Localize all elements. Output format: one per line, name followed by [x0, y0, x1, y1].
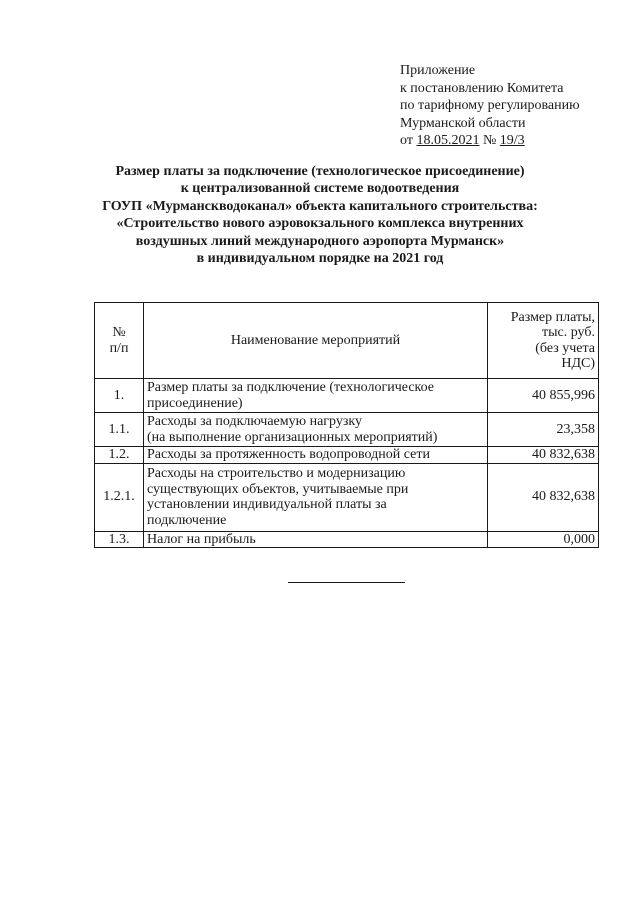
- appendix-line: Мурманской области: [400, 115, 526, 131]
- appendix-number: 19/3: [499, 133, 525, 148]
- row-name: [144, 463, 488, 531]
- row-name: [144, 379, 488, 413]
- appendix-block: [400, 62, 630, 150]
- appendix-prefix: от: [400, 133, 413, 148]
- row-num: 1.1.: [95, 413, 144, 447]
- row-value: 0,000: [488, 531, 599, 548]
- header-value: [488, 303, 599, 379]
- end-separator-line: [288, 582, 405, 583]
- row-name-line: подключение: [147, 512, 227, 528]
- row-name: [144, 413, 488, 447]
- header-name: Наименование мероприятий: [144, 303, 488, 379]
- row-num: 1.2.1.: [95, 463, 144, 531]
- header-value-line: (без учета: [535, 340, 595, 356]
- row-name: Налог на прибыль: [144, 531, 488, 548]
- fee-table: [94, 302, 599, 548]
- appendix-date-line: [400, 132, 630, 150]
- row-value: 40 855,996: [488, 379, 599, 413]
- header-value-line: Размер платы,: [510, 309, 595, 325]
- title-line: «Строительство нового аэровокзального комплекса внутренних: [116, 216, 524, 232]
- appendix-date: 18.05.2021: [416, 133, 480, 148]
- header-num-line: №: [112, 325, 126, 340]
- table-row: [95, 463, 599, 531]
- appendix-line: к постановлению Комитета: [400, 80, 564, 96]
- appendix-line: Приложение: [400, 63, 476, 78]
- header-value-line: тыс. руб.: [542, 325, 595, 340]
- table-row: [95, 447, 599, 464]
- row-num: 1.3.: [95, 531, 144, 548]
- row-name: Расходы за протяженность водопроводной сети: [144, 447, 488, 464]
- row-value: 40 832,638: [488, 447, 599, 464]
- row-num: 1.: [95, 379, 144, 413]
- table-row: [95, 379, 599, 413]
- table-row: [95, 531, 599, 548]
- row-value: 23,358: [488, 413, 599, 447]
- title-line: к централизованной системе водоотведения: [180, 181, 460, 197]
- row-name-line: (на выполнение организационных мероприятий): [147, 429, 438, 445]
- title-line: в индивидуальном порядке на 2021 год: [196, 251, 444, 267]
- title-line: воздушных линий международного аэропорта Мурманск»: [135, 233, 505, 249]
- table-header-row: [95, 303, 599, 379]
- appendix-number-sign: №: [482, 133, 497, 148]
- row-name-line: установлении индивидуальной платы за: [147, 497, 387, 512]
- document-title: [40, 163, 600, 267]
- table-row: [95, 413, 599, 447]
- row-name-line: Расходы на строительство и модернизацию: [147, 466, 406, 481]
- title-line: Размер платы за подключение (технологическое присоединение): [115, 164, 525, 179]
- header-num: [95, 303, 144, 379]
- row-name-line: Расходы за подключаемую нагрузку: [147, 414, 362, 429]
- header-num-line: п/п: [109, 340, 129, 356]
- header-value-line: НДС): [561, 356, 595, 371]
- appendix-line: по тарифному регулированию: [400, 98, 580, 113]
- title-line: ГОУП «Мурманскводоканал» объекта капитального строительства:: [102, 198, 538, 214]
- row-value: 40 832,638: [488, 463, 599, 531]
- row-name-line: Размер платы за подключение (технологическое: [147, 380, 435, 395]
- row-name-line: существующих объектов, учитываемые при: [147, 481, 409, 497]
- row-num: 1.2.: [95, 447, 144, 464]
- row-name-line: присоединение): [147, 395, 243, 411]
